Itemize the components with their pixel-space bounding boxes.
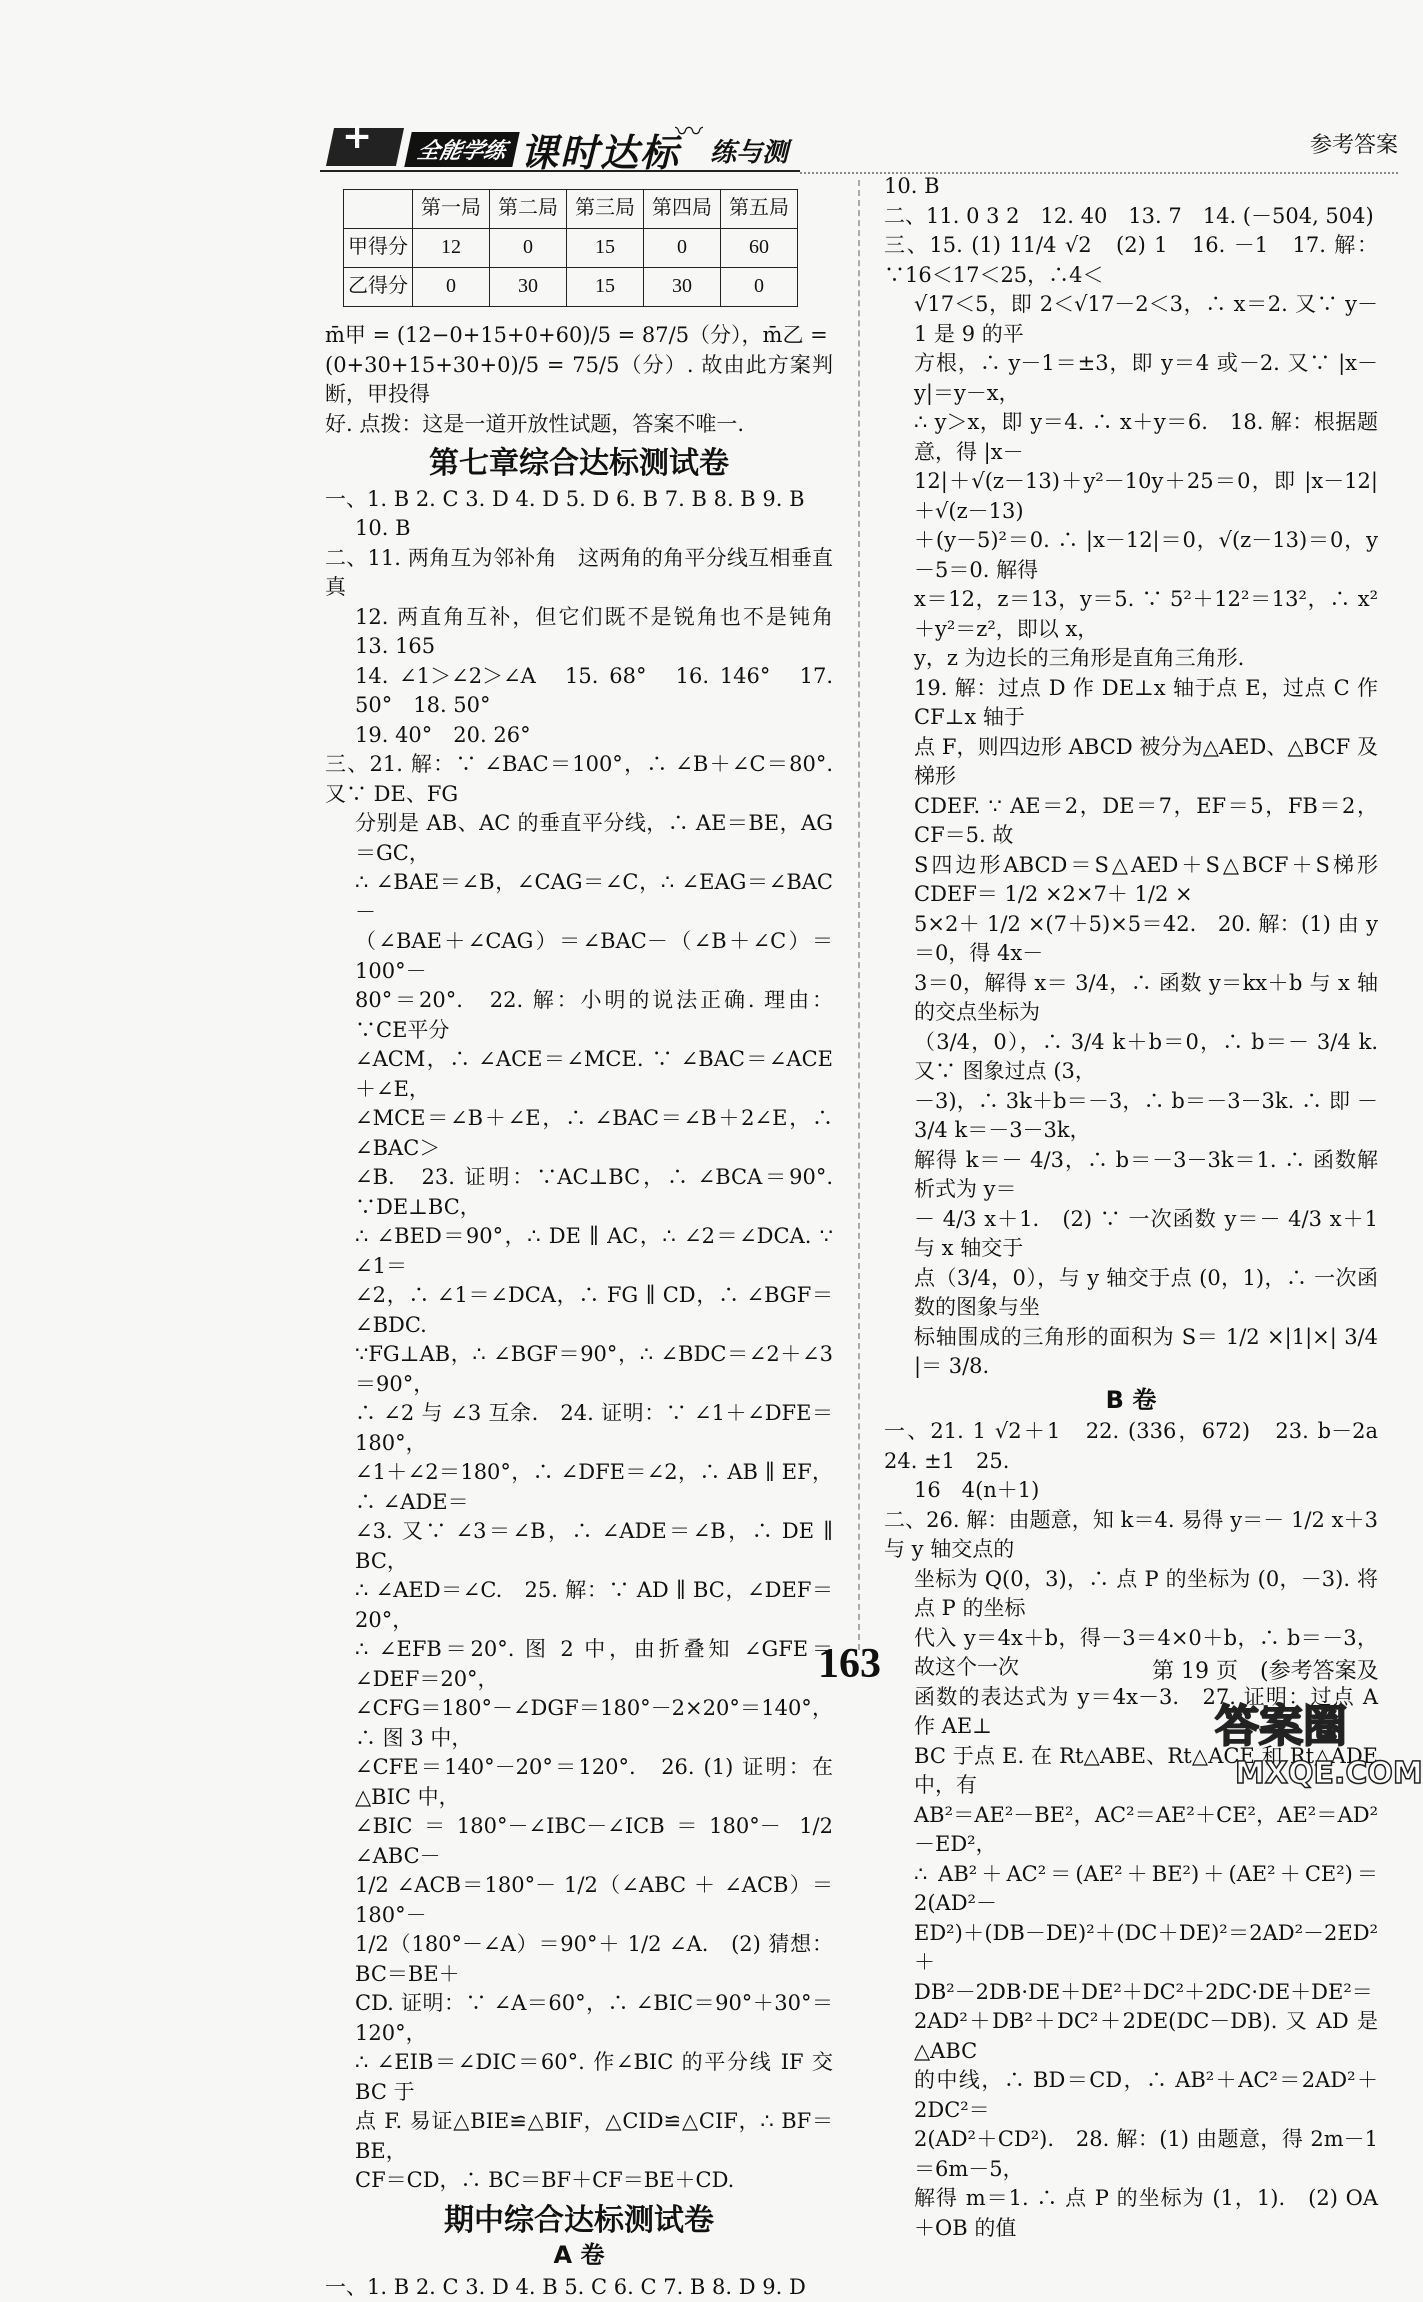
right-column xyxy=(884,172,1378,2243)
answer-line: ＋(y－5)²＝0. ∴ |x－12|＝0，√(z－13)＝0，y－5＝0. 解得 xyxy=(884,526,1378,585)
answer-line: ∠CFG＝180°－∠DGF＝180°－2×20°＝140°，∴ 图 3 中， xyxy=(325,1694,833,1753)
answer-line: ∠1＋∠2＝180°，∴ ∠DFE＝∠2，∴ AB ∥ EF，∴ ∠ADE＝ xyxy=(325,1458,833,1517)
header-banner xyxy=(330,118,800,168)
answer-line: DB²－2DB·DE＋DE²＋DC²＋2DC·DE＋DE²＝ xyxy=(884,1978,1378,2008)
answer-line: CD. 证明：∵ ∠A＝60°，∴ ∠BIC＝90°＋30°＝120°， xyxy=(325,1989,833,2048)
answer-line: 10. B xyxy=(884,172,1378,202)
left-column xyxy=(325,183,833,2302)
answer-line: 坐标为 Q(0，3)，∴ 点 P 的坐标为 (0，－3). 将点 P 的坐标 xyxy=(884,1565,1378,1624)
answer-line: － 4/3 x＋1. (2) ∵ 一次函数 y＝－ 4/3 x＋1 与 x 轴交于 xyxy=(884,1205,1378,1264)
answer-line: BC 于点 E. 在 Rt△ABE、Rt△ACE 和 Rt△ADE 中，有 xyxy=(884,1742,1378,1801)
brand-small: 全能学练 xyxy=(404,132,519,167)
answer-line: 19. 40° 20. 26° xyxy=(325,721,833,751)
answer-line: ∠2，∴ ∠1＝∠DCA，∴ FG ∥ CD，∴ ∠BGF＝∠BDC. xyxy=(325,1281,833,1340)
table-row xyxy=(344,190,798,229)
answer-line: 5×2＋ 1/2 ×(7＋5)×5＝42. 20. 解：(1) 由 y＝0，得 4x－ xyxy=(884,910,1378,969)
answer-line: 16 4(n＋1) xyxy=(884,1476,1378,1506)
table-cell: 30 xyxy=(644,268,721,307)
chapter-answers xyxy=(325,485,833,2196)
answer-line: ∠MCE＝∠B＋∠E，∴ ∠BAC＝∠B＋2∠E，∴ ∠BAC＞ xyxy=(325,1104,833,1163)
answer-line: 二、11. 两角互为邻补角 这两角的角平分线互相垂直 真 xyxy=(325,544,833,603)
table-cell: 12 xyxy=(413,229,490,268)
brand-title: 课时达标 xyxy=(520,122,680,177)
answer-line: x＝12，z＝13，y＝5. ∵ 5²＋12²＝13²，∴ x²＋y²＝z²，即以 x， xyxy=(884,585,1378,644)
right-answers xyxy=(884,172,1378,1382)
answer-line: 二、26. 解：由题意，知 k＝4. 易得 y＝－ 1/2 x＋3 与 y 轴交点的 xyxy=(884,1506,1378,1565)
a-title: A 卷 xyxy=(325,2241,833,2271)
footer-page-label: 第 19 页 (参考答案及 xyxy=(1152,1654,1379,1685)
answer-line: AB²＝AE²－BE²，AC²＝AE²＋CE²，AE²＝AD²－ED²， xyxy=(884,1801,1378,1860)
answer-line: ∴ AB²＋AC²＝(AE²＋BE²)＋(AE²＋CE²)＝2(AD²－ xyxy=(884,1860,1378,1919)
answer-line: ∴ y＞x，即 y＝4. ∴ x＋y＝6. 18. 解：根据题意，得 |x－ xyxy=(884,408,1378,467)
answer-line: ∴ ∠EFB＝20°. 图 2 中，由折叠知 ∠GFE＝∠DEF＝20°， xyxy=(325,1635,833,1694)
score-table xyxy=(343,189,798,307)
table-cell: 乙得分 xyxy=(344,268,413,307)
answer-line: 一、1. B 2. C 3. D 4. D 5. D 6. B 7. B 8. B 9. B xyxy=(325,485,833,515)
answer-line: 3＝0，解得 x＝ 3/4，∴ 函数 y＝kx＋b 与 x 轴的交点坐标为 xyxy=(884,969,1378,1028)
midterm-title: 期中综合达标测试卷 xyxy=(325,2206,833,2236)
table-cell: 0 xyxy=(721,268,798,307)
answer-line: 代入 y＝4x＋b，得－3＝4×0＋b，∴ b＝－3，故这个一次 xyxy=(884,1624,1378,1683)
table-cell: 0 xyxy=(644,229,721,268)
intro-line: m̄甲 = (12−0+15+0+60)/5 = 87/5（分），m̄乙 = xyxy=(325,321,833,351)
answer-line: 方根，∴ y－1＝±3，即 y＝4 或－2. 又∵ |x－y|＝y－x， xyxy=(884,349,1378,408)
answer-line: 2AD²＋DB²＋DC²＋2DE(DC－DB). 又 AD 是△ABC xyxy=(884,2007,1378,2066)
answer-line: ∠3. 又∵ ∠3＝∠B，∴ ∠ADE＝∠B，∴ DE ∥ BC， xyxy=(325,1517,833,1576)
answer-line: 点 F，则四边形 ABCD 被分为△AED、△BCF 及梯形 xyxy=(884,733,1378,792)
answer-line: 14. ∠1＞∠2＞∠A 15. 68° 16. 146° 17. 50° 18. 50° xyxy=(325,662,833,721)
answer-line: ∴ ∠2 与 ∠3 互余. 24. 证明：∵ ∠1＋∠DFE＝180°， xyxy=(325,1399,833,1458)
intro-text xyxy=(325,321,833,439)
table-cell: 15 xyxy=(567,229,644,268)
answer-line: 三、21. 解：∵ ∠BAC＝100°，∴ ∠B＋∠C＝80°. 又∵ DE、FG xyxy=(325,750,833,809)
answer-line: 二、11. 0 3 2 12. 40 13. 7 14. (－504, 504) xyxy=(884,202,1378,232)
answer-line: －3)，∴ 3k＋b＝－3，∴ b＝－3－3k. ∴ 即 － 3/4 k＝－3－3k， xyxy=(884,1087,1378,1146)
table-cell: 0 xyxy=(413,268,490,307)
answer-line: CF＝CD，∴ BC＝BF＋CF＝BE＋CD. xyxy=(325,2166,833,2196)
answer-line: 标轴围成的三角形的面积为 S＝ 1/2 ×|1|×| 3/4 |＝ 3/8. xyxy=(884,1323,1378,1382)
answer-line: ∵FG⊥AB，∴ ∠BGF＝90°，∴ ∠BDC＝∠2＋∠3＝90°， xyxy=(325,1340,833,1399)
answer-line: ∴ ∠EIB＝∠DIC＝60°. 作∠BIC 的平分线 IF 交 BC 于 xyxy=(325,2048,833,2107)
answer-line: 函数的表达式为 y＝4x－3. 27. 证明：过点 A 作 AE⊥ xyxy=(884,1683,1378,1742)
answer-line: ∠BIC＝180°－∠IBC－∠ICB＝180°－ 1/2 ∠ABC－ xyxy=(325,1812,833,1871)
answer-line: 19. 解：过点 D 作 DE⊥x 轴于点 E，过点 C 作 CF⊥x 轴于 xyxy=(884,674,1378,733)
answer-line: （∠BAE＋∠CAG）＝∠BAC－（∠B＋∠C）＝100°－ xyxy=(325,927,833,986)
bird-icon: 〰 xyxy=(675,110,703,150)
b-title: B 卷 xyxy=(884,1386,1378,1416)
answer-line: 一、21. 1 √2＋1 22. (336，672) 23. b－2a 24. ±1 25. xyxy=(884,1417,1378,1476)
answer-line: 三、15. (1) 11/4 √2 (2) 1 16. －1 17. 解：∵16＜17＜25，∴4＜ xyxy=(884,231,1378,290)
answer-line: 10. B xyxy=(325,514,833,544)
b-answers xyxy=(884,1417,1378,2243)
intro-line: 好. 点拨：这是一道开放性试题，答案不唯一. xyxy=(325,410,833,440)
answer-line: 12|＋√(z－13)＋y²－10y＋25＝0，即 |x－12|＋√(z－13) xyxy=(884,467,1378,526)
answer-line: 1/2（180°－∠A）＝90°＋ 1/2 ∠A. (2) 猜想：BC＝BE＋ xyxy=(325,1930,833,1989)
table-cell: 30 xyxy=(490,268,567,307)
answer-line: 解得 k＝－ 4/3，∴ b＝－3－3k＝1. ∴ 函数解析式为 y＝ xyxy=(884,1146,1378,1205)
answer-line: 80°＝20°. 22. 解：小明的说法正确. 理由：∵CE平分 xyxy=(325,986,833,1045)
table-cell: 15 xyxy=(567,268,644,307)
answer-line: ∴ ∠BAE＝∠B，∠CAG＝∠C，∴ ∠EAG＝∠BAC－ xyxy=(325,868,833,927)
answer-line: 点 F. 易证△BIE≌△BIF，△CID≌△CIF，∴ BF＝BE， xyxy=(325,2107,833,2166)
watermark-bottom: MXQE.COM xyxy=(1235,1756,1423,1791)
chapter-title: 第七章综合达标测试卷 xyxy=(325,449,833,479)
answer-line: ∴ ∠BED＝90°，∴ DE ∥ AC，∴ ∠2＝∠DCA. ∵ ∠1＝ xyxy=(325,1222,833,1281)
page-number: 163 xyxy=(818,1640,881,1688)
answer-line: ∠ACM，∴ ∠ACE＝∠MCE. ∵ ∠BAC＝∠ACE＋∠E， xyxy=(325,1045,833,1104)
answer-line: √17＜5，即 2＜√17－2＜3，∴ x＝2. 又∵ y－1 是 9 的平 xyxy=(884,290,1378,349)
table-header-cell: 第三局 xyxy=(567,190,644,229)
table-header-cell: 第五局 xyxy=(721,190,798,229)
table-row xyxy=(344,229,798,268)
table-cell: 0 xyxy=(490,229,567,268)
answer-line: 的中线，∴ BD＝CD，∴ AB²＋AC²＝2AD²＋2DC²＝ xyxy=(884,2066,1378,2125)
header-rule xyxy=(320,170,800,172)
answer-line: （3/4，0），∴ 3/4 k＋b＝0，∴ b＝－ 3/4 k. 又∵ 图象过点 (3， xyxy=(884,1028,1378,1087)
answer-line: 分别是 AB、AC 的垂直平分线，∴ AE＝BE，AG＝GC， xyxy=(325,809,833,868)
answer-line: 点（3/4，0），与 y 轴交于点 (0，1)，∴ 一次函数的图象与坐 xyxy=(884,1264,1378,1323)
answer-line: ∠CFE＝140°－20°＝120°. 26. (1) 证明：在△BIC 中， xyxy=(325,1753,833,1812)
header-right-label: 参考答案 xyxy=(1310,128,1398,159)
answer-line: ∴ ∠AED＝∠C. 25. 解：∵ AD ∥ BC，∠DEF＝20°， xyxy=(325,1576,833,1635)
watermark-top: 答案圈 xyxy=(1215,1690,1347,1754)
table-cell: 60 xyxy=(721,229,798,268)
answer-line: ED²)＋(DB－DE)²＋(DC＋DE)²＝2AD²－2ED²＋ xyxy=(884,1919,1378,1978)
table-header-cell: 第一局 xyxy=(413,190,490,229)
intro-line: (0+30+15+30+0)/5 = 75/5（分）. 故由此方案判断，甲投得 xyxy=(325,351,833,410)
watermark-logo xyxy=(1215,1690,1398,1800)
table-row xyxy=(344,268,798,307)
answer-line: S四边形ABCD＝S△AED＋S△BCF＋S梯形CDEF＝ 1/2 ×2×7＋ 1/2 × xyxy=(884,851,1378,910)
column-divider xyxy=(858,180,860,1650)
table-cell: 甲得分 xyxy=(344,229,413,268)
answer-line: CDEF. ∵ AE＝2，DE＝7，EF＝5，FB＝2，CF＝5. 故 xyxy=(884,792,1378,851)
answer-line: 解得 m＝1. ∴ 点 P 的坐标为 (1，1). (2) OA＋OB 的值 xyxy=(884,2184,1378,2243)
answer-line: 2(AD²＋CD²). 28. 解：(1) 由题意，得 2m－1＝6m－5， xyxy=(884,2125,1378,2184)
a-answers-line: 一、1. B 2. C 3. D 4. B 5. C 6. C 7. B 8. D 9. D xyxy=(325,2273,833,2302)
answer-line: y，z 为边长的三角形是直角三角形. xyxy=(884,644,1378,674)
plus-icon: + xyxy=(342,118,372,156)
answer-line: ∠B. 23. 证明：∵AC⊥BC，∴ ∠BCA＝90°. ∵DE⊥BC， xyxy=(325,1163,833,1222)
answer-line: 12. 两直角互补，但它们既不是锐角也不是钝角 13. 165 xyxy=(325,603,833,662)
table-header-cell: 第四局 xyxy=(644,190,721,229)
table-header-cell: 第二局 xyxy=(490,190,567,229)
table-header-cell xyxy=(344,190,413,229)
brand-subtitle: 练与测 xyxy=(710,132,788,169)
answer-line: 1/2 ∠ACB＝180°－ 1/2（∠ABC ＋ ∠ACB）＝ 180°－ xyxy=(325,1871,833,1930)
